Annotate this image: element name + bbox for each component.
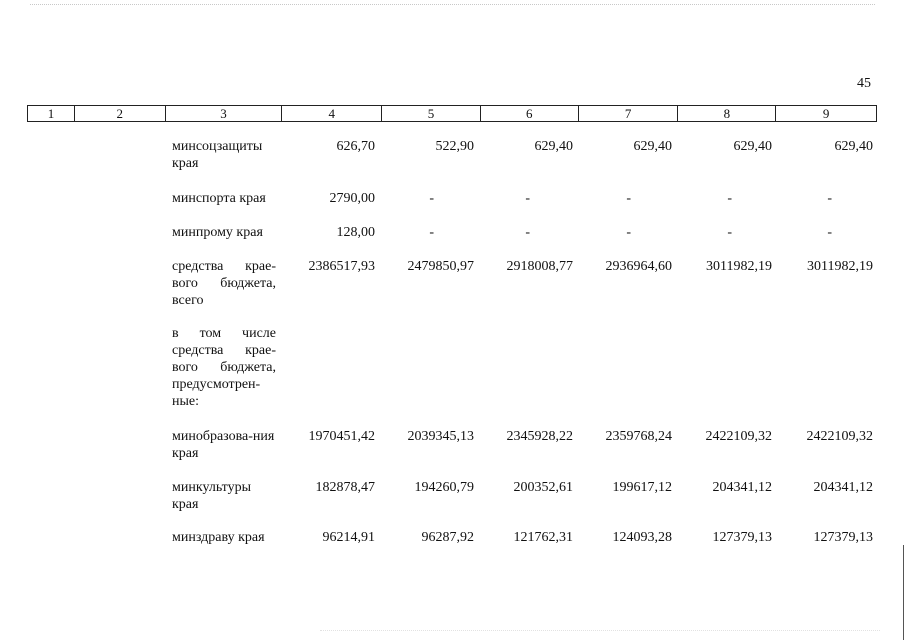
row-label: в том числе средства крае-вого бюджета, предусмотрен-ные: (172, 326, 276, 409)
value-col-6: 121762,31 (513, 530, 573, 545)
value-col-4: 2386517,93 (308, 259, 375, 274)
value-col-9: 3011982,19 (807, 259, 873, 274)
value-col-6: 2918008,77 (506, 259, 573, 274)
row-label: минсоцзащиты края (172, 139, 263, 171)
header-cell-8: 8 (678, 106, 776, 121)
value-col-9: - (827, 225, 832, 240)
value-col-9: 127379,13 (813, 530, 873, 545)
value-col-8: 127379,13 (712, 530, 772, 545)
value-col-6: 200352,61 (513, 480, 573, 495)
value-col-7: - (626, 191, 631, 206)
value-col-8: 204341,12 (712, 480, 772, 495)
value-col-5: 522,90 (435, 139, 474, 154)
value-col-7: 629,40 (633, 139, 672, 154)
value-col-4: 128,00 (336, 225, 375, 240)
header-cell-5: 5 (382, 106, 481, 121)
header-cell-9: 9 (822, 106, 830, 121)
value-col-4: 2790,00 (329, 191, 375, 206)
row-label: минспорта края (172, 191, 266, 206)
scan-artifact-line (30, 4, 875, 6)
row-label: средства кpае-вого бюджета, всего (172, 259, 276, 308)
table-header-row (27, 105, 877, 122)
value-col-7: 124093,28 (612, 530, 672, 545)
header-cell-1: 1 (28, 106, 75, 121)
value-col-9: 629,40 (834, 139, 873, 154)
value-col-6: 2345928,22 (506, 429, 573, 444)
header-cell-3: 3 (166, 106, 283, 121)
value-col-6: - (525, 191, 530, 206)
header-cell-4: 4 (282, 106, 382, 121)
value-col-6: - (525, 225, 530, 240)
header-cell-6: 6 (481, 106, 579, 121)
row-label: минпрому края (172, 225, 263, 240)
value-col-9: 204341,12 (813, 480, 873, 495)
value-col-4: 1970451,42 (308, 429, 375, 444)
value-col-5: 2479850,97 (407, 259, 474, 274)
value-col-5: - (429, 191, 434, 206)
value-col-5: 96287,92 (421, 530, 474, 545)
page-number: 45 (857, 76, 871, 91)
header-cell-7: 7 (579, 106, 679, 121)
value-col-7: 2936964,60 (605, 259, 672, 274)
header-cell-2: 2 (75, 106, 166, 121)
value-col-8: - (727, 225, 732, 240)
value-col-4: 626,70 (336, 139, 375, 154)
value-col-5: 194260,79 (414, 480, 474, 495)
value-col-6: 629,40 (534, 139, 573, 154)
value-col-5: 2039345,13 (407, 429, 474, 444)
value-col-7: 199617,12 (612, 480, 672, 495)
value-col-7: 2359768,24 (605, 429, 672, 444)
value-col-8: 3011982,19 (706, 259, 772, 274)
row-label: минкультуры края (172, 480, 252, 512)
row-label: минздраву края (172, 530, 265, 545)
value-col-4: 182878,47 (315, 480, 375, 495)
value-col-7: - (626, 225, 631, 240)
value-col-8: 629,40 (733, 139, 772, 154)
value-col-9: 2422109,32 (806, 429, 873, 444)
scan-edge-line (903, 545, 904, 640)
value-col-8: 2422109,32 (705, 429, 772, 444)
value-col-4: 96214,91 (322, 530, 375, 545)
value-col-9: - (827, 191, 832, 206)
scan-artifact-line (320, 630, 880, 632)
row-label: минобразова-ния края (172, 429, 275, 461)
value-col-5: - (429, 225, 434, 240)
value-col-8: - (727, 191, 732, 206)
